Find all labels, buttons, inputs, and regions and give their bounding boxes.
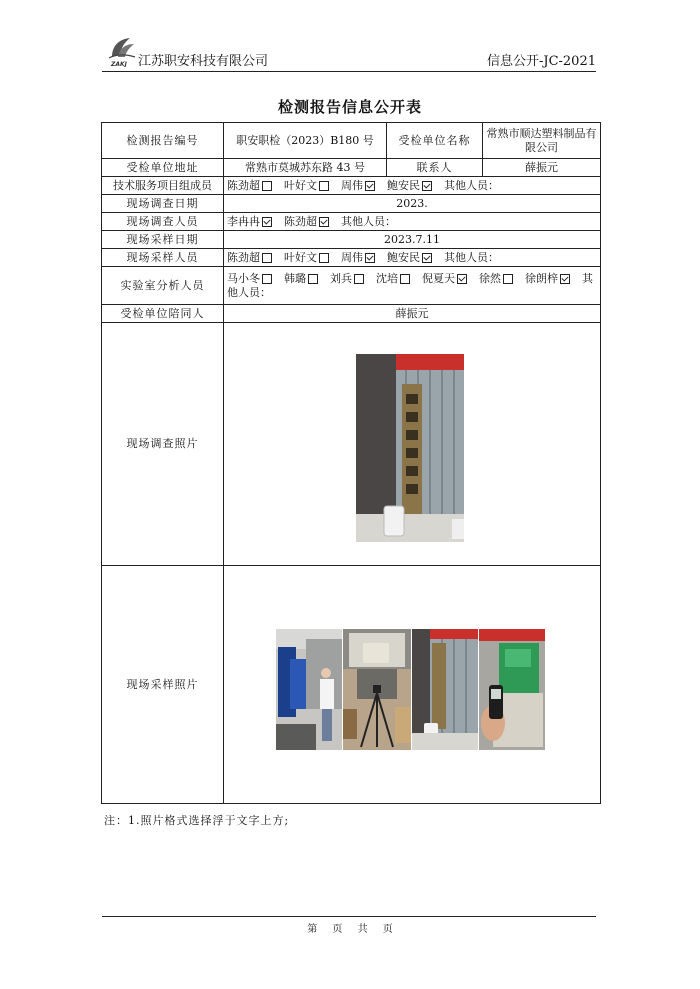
table-row [102,159,601,177]
checked-checkbox-icon[interactable] [365,253,375,263]
unit-name-value: 常熟市顺达塑料制品有限公司 [483,123,601,159]
page-header [102,33,596,72]
tech-team-people [224,177,601,195]
unchecked-checkbox-icon[interactable] [400,274,410,284]
person-name: 周伟 [341,178,363,192]
person-name: 李冉冉 [227,214,260,228]
contact-value: 薛振元 [483,159,601,177]
person-name: 马小冬 [227,271,260,285]
person-name: 倪夏天 [422,271,455,285]
person-option [227,179,278,192]
sampling-photo-1 [276,629,342,750]
checked-checkbox-icon[interactable] [422,253,432,263]
other-staff-label: 其他人员： [227,271,593,299]
person-name: 鲍安民 [387,250,420,264]
unchecked-checkbox-icon[interactable] [354,274,364,284]
unchecked-checkbox-icon[interactable] [262,181,272,191]
checked-checkbox-icon[interactable] [319,217,329,227]
sampling-photo-label: 现场采样照片 [102,566,224,804]
address-label: 受检单位地址 [102,159,224,177]
page-number: 第 页 共 页 [307,924,393,935]
report-no-value: 职安职检（2023）B180 号 [224,123,387,159]
document-code: 信息公开-JC-2021 [486,54,596,69]
contact-label: 联系人 [387,159,483,177]
escort-value: 薛振元 [224,305,601,323]
unchecked-checkbox-icon[interactable] [262,274,272,284]
table-row [102,305,601,323]
person-option [525,272,576,285]
unchecked-checkbox-icon[interactable] [319,253,329,263]
page-footer-line [102,916,596,917]
lab-staff-people [224,267,601,305]
person-name: 刘兵 [330,271,352,285]
unchecked-checkbox-icon[interactable] [503,274,513,284]
address-value: 常熟市莫城苏东路 43 号 [224,159,387,177]
person-option [284,251,335,264]
person-option [284,215,335,228]
person-option [227,251,278,264]
checked-checkbox-icon[interactable] [422,181,432,191]
person-name: 陈劲超 [284,214,317,228]
checked-checkbox-icon[interactable] [560,274,570,284]
person-name: 叶好文 [284,178,317,192]
sampling-date-label: 现场采样日期 [102,231,224,249]
unchecked-checkbox-icon[interactable] [308,274,318,284]
page-title: 检测报告信息公开表 [277,98,422,116]
company-name: 江苏职安科技有限公司 [138,54,269,69]
sampling-photo-3 [412,629,478,750]
person-name: 徐朗梓 [525,271,558,285]
table-row [102,231,601,249]
survey-photo [356,354,464,542]
footnote: 注：1.照片格式选择浮于文字上方; [104,814,290,827]
unchecked-checkbox-icon[interactable] [319,181,329,191]
table-row [102,249,601,267]
survey-date-value: 2023. [224,195,601,213]
survey-date-label: 现场调查日期 [102,195,224,213]
person-option [330,272,370,285]
lab-staff-label: 实验室分析人员 [102,267,224,305]
person-name: 徐然 [479,271,501,285]
person-name: 陈劲超 [227,250,260,264]
person-option [376,272,416,285]
unchecked-checkbox-icon[interactable] [262,253,272,263]
escort-label: 受检单位陪同人 [102,305,224,323]
tech-team-label: 技术服务项目组成员 [102,177,224,195]
checked-checkbox-icon[interactable] [365,181,375,191]
person-option [422,272,473,285]
other-staff-label: 其他人员： [444,250,499,264]
person-option [341,251,381,264]
person-name: 韩璐 [284,271,306,285]
table-row [102,267,601,305]
person-name: 鲍安民 [387,178,420,192]
checked-checkbox-icon[interactable] [262,217,272,227]
person-name: 沈培 [376,271,398,285]
checked-checkbox-icon[interactable] [457,274,467,284]
table-row [102,323,601,566]
report-no-label: 检测报告编号 [102,123,224,159]
person-option [227,272,278,285]
person-option [227,215,278,228]
survey-staff-label: 现场调查人员 [102,213,224,231]
person-option [341,179,381,192]
person-name: 陈劲超 [227,178,260,192]
sampling-date-value: 2023.7.11 [224,231,601,249]
sampling-photo-2 [343,629,411,750]
table-row [102,213,601,231]
sampling-staff-label: 现场采样人员 [102,249,224,267]
company-logo-icon [106,35,136,67]
survey-staff-people [224,213,601,231]
unit-name-label: 受检单位名称 [387,123,483,159]
person-name: 周伟 [341,250,363,264]
person-option [387,251,438,264]
person-option [479,272,519,285]
sampling-photo-4 [479,629,545,750]
svg-text:ZAKJ: ZAKJ [111,61,127,67]
person-name: 叶好文 [284,250,317,264]
person-option [387,179,438,192]
table-row [102,123,601,159]
survey-photo-label: 现场调查照片 [102,323,224,566]
table-row [102,177,601,195]
table-row [102,195,601,213]
person-option [284,272,324,285]
other-staff-label: 其他人员： [341,214,396,228]
sampling-staff-people [224,249,601,267]
other-staff-label: 其他人员： [444,178,499,192]
person-option [284,179,335,192]
